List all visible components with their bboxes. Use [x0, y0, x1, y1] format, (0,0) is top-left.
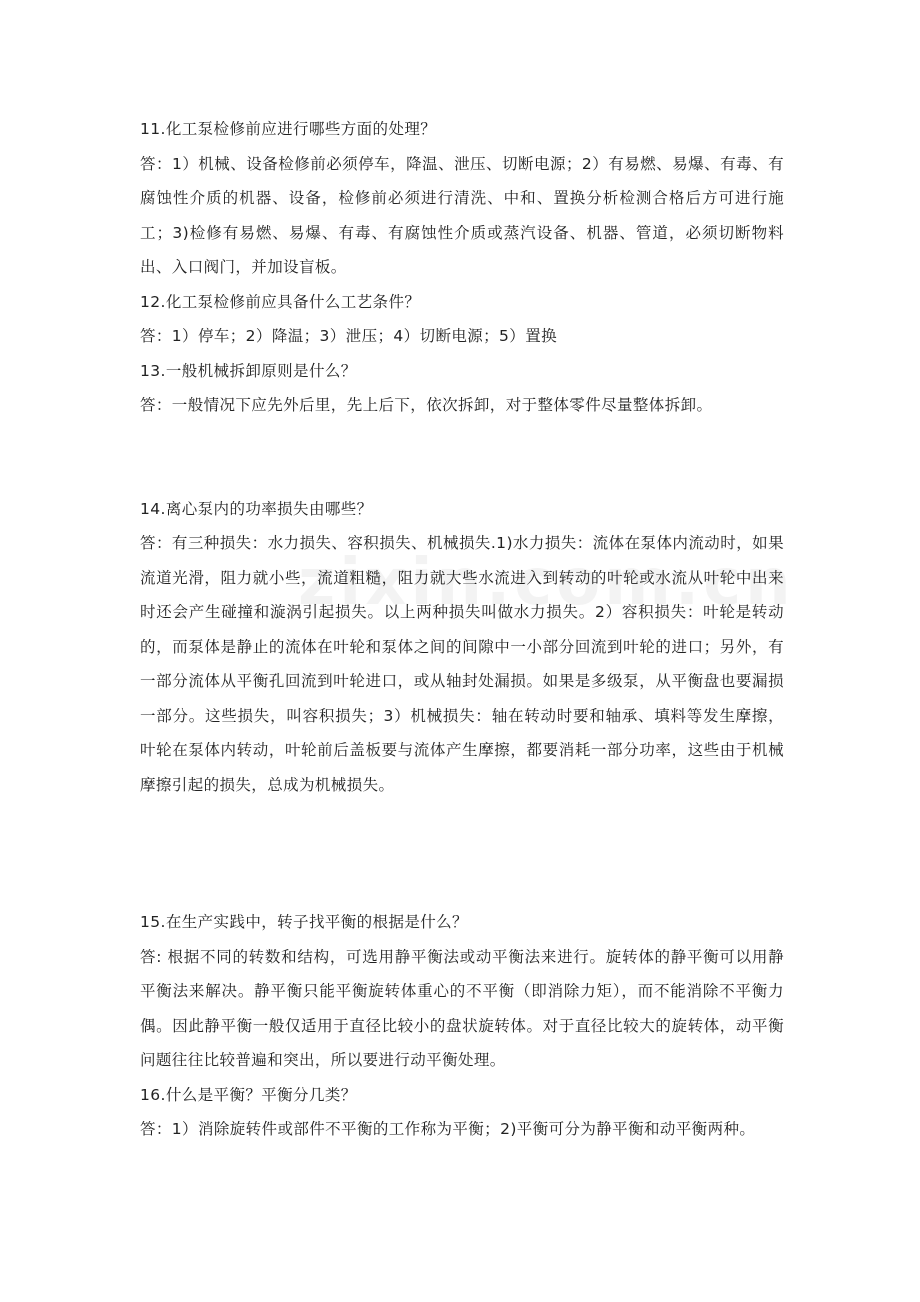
question-13: 13.一般机械拆卸原则是什么？	[140, 361, 357, 380]
question-15: 15.在生产实践中，转子找平衡的根据是什么？	[140, 913, 468, 931]
answer-16: 答：1）消除旋转件或部件不平衡的工作称为平衡；2)平衡可分为静平衡和动平衡两种。	[140, 1120, 756, 1138]
answer-11: 答：1）机械、设备检修前必须停车，降温、泄压、切断电源；2）有易燃、易爆、有毒、有腐蚀性介质的机器、设备，检修前必须进行清洗、中和、置换分析检测合格后方可进行施工；3)检修有易燃、易爆、有毒、有腐蚀性介质或蒸汽设备、机器、管道，必须切断物料出、入口阀门，并加设盲板。	[140, 154, 784, 276]
paragraph-spacer	[140, 802, 784, 905]
question-14: 14.离心泵内的功率损失由哪些？	[140, 499, 373, 518]
answer-14: 答：有三种损失：水力损失、容积损失、机械损失.1)水力损失：流体在泵体内流动时，如果流道光滑，阻力就小些，流道粗糙，阻力就大些水流进入到转动的叶轮或水流从叶轮中出来时还会产生碰撞和漩涡引起损失。以上两种损失叫做水力损失。2）容积损失：叶轮是转动的，而泵体是静止的流体在叶轮和泵体之间的间隙中一小部分回流到叶轮的进口；另外，有一部分流体从平衡孔回流到叶轮进口，或从轴封处漏损。如果是多级泵，从平衡盘也要漏损一部分。这些损失，叫容积损失；3）机械损失：轴在转动时要和轴承、填料等发生摩擦，叶轮在泵体内转动，叶轮前后盖板要与流体产生摩擦，都要消耗一部分功率，这些由于机械摩擦引起的损失，总成为机械损失。	[140, 534, 784, 794]
question-16: 16.什么是平衡？平衡分几类？	[140, 1085, 357, 1104]
question-11: 11.化工泵检修前应进行哪些方面的处理？	[140, 120, 437, 138]
document-body	[140, 112, 784, 1147]
answer-15: 答: 根据不同的转数和结构，可选用静平衡法或动平衡法来进行。旋转体的静平衡可以用静平衡法来解决。静平衡只能平衡旋转体重心的不平衡（即消除力矩），而不能消除不平衡力偶。因此静平衡一般仅适用于直径比较小的盘状旋转体。对于直径比较大的旋转体，动平衡问题往往比较普遍和突出，所以要进行动平衡处理。	[140, 947, 784, 1069]
question-12: 12.化工泵检修前应具备什么工艺条件？	[140, 292, 421, 311]
answer-12: 答：1）停车；2）降温；3）泄压；4）切断电源；5）置换	[140, 327, 558, 345]
answer-13: 答：一般情况下应先外后里，先上后下，依次拆卸，对于整体零件尽量整体拆卸。	[140, 396, 713, 414]
paragraph-spacer	[140, 423, 784, 492]
